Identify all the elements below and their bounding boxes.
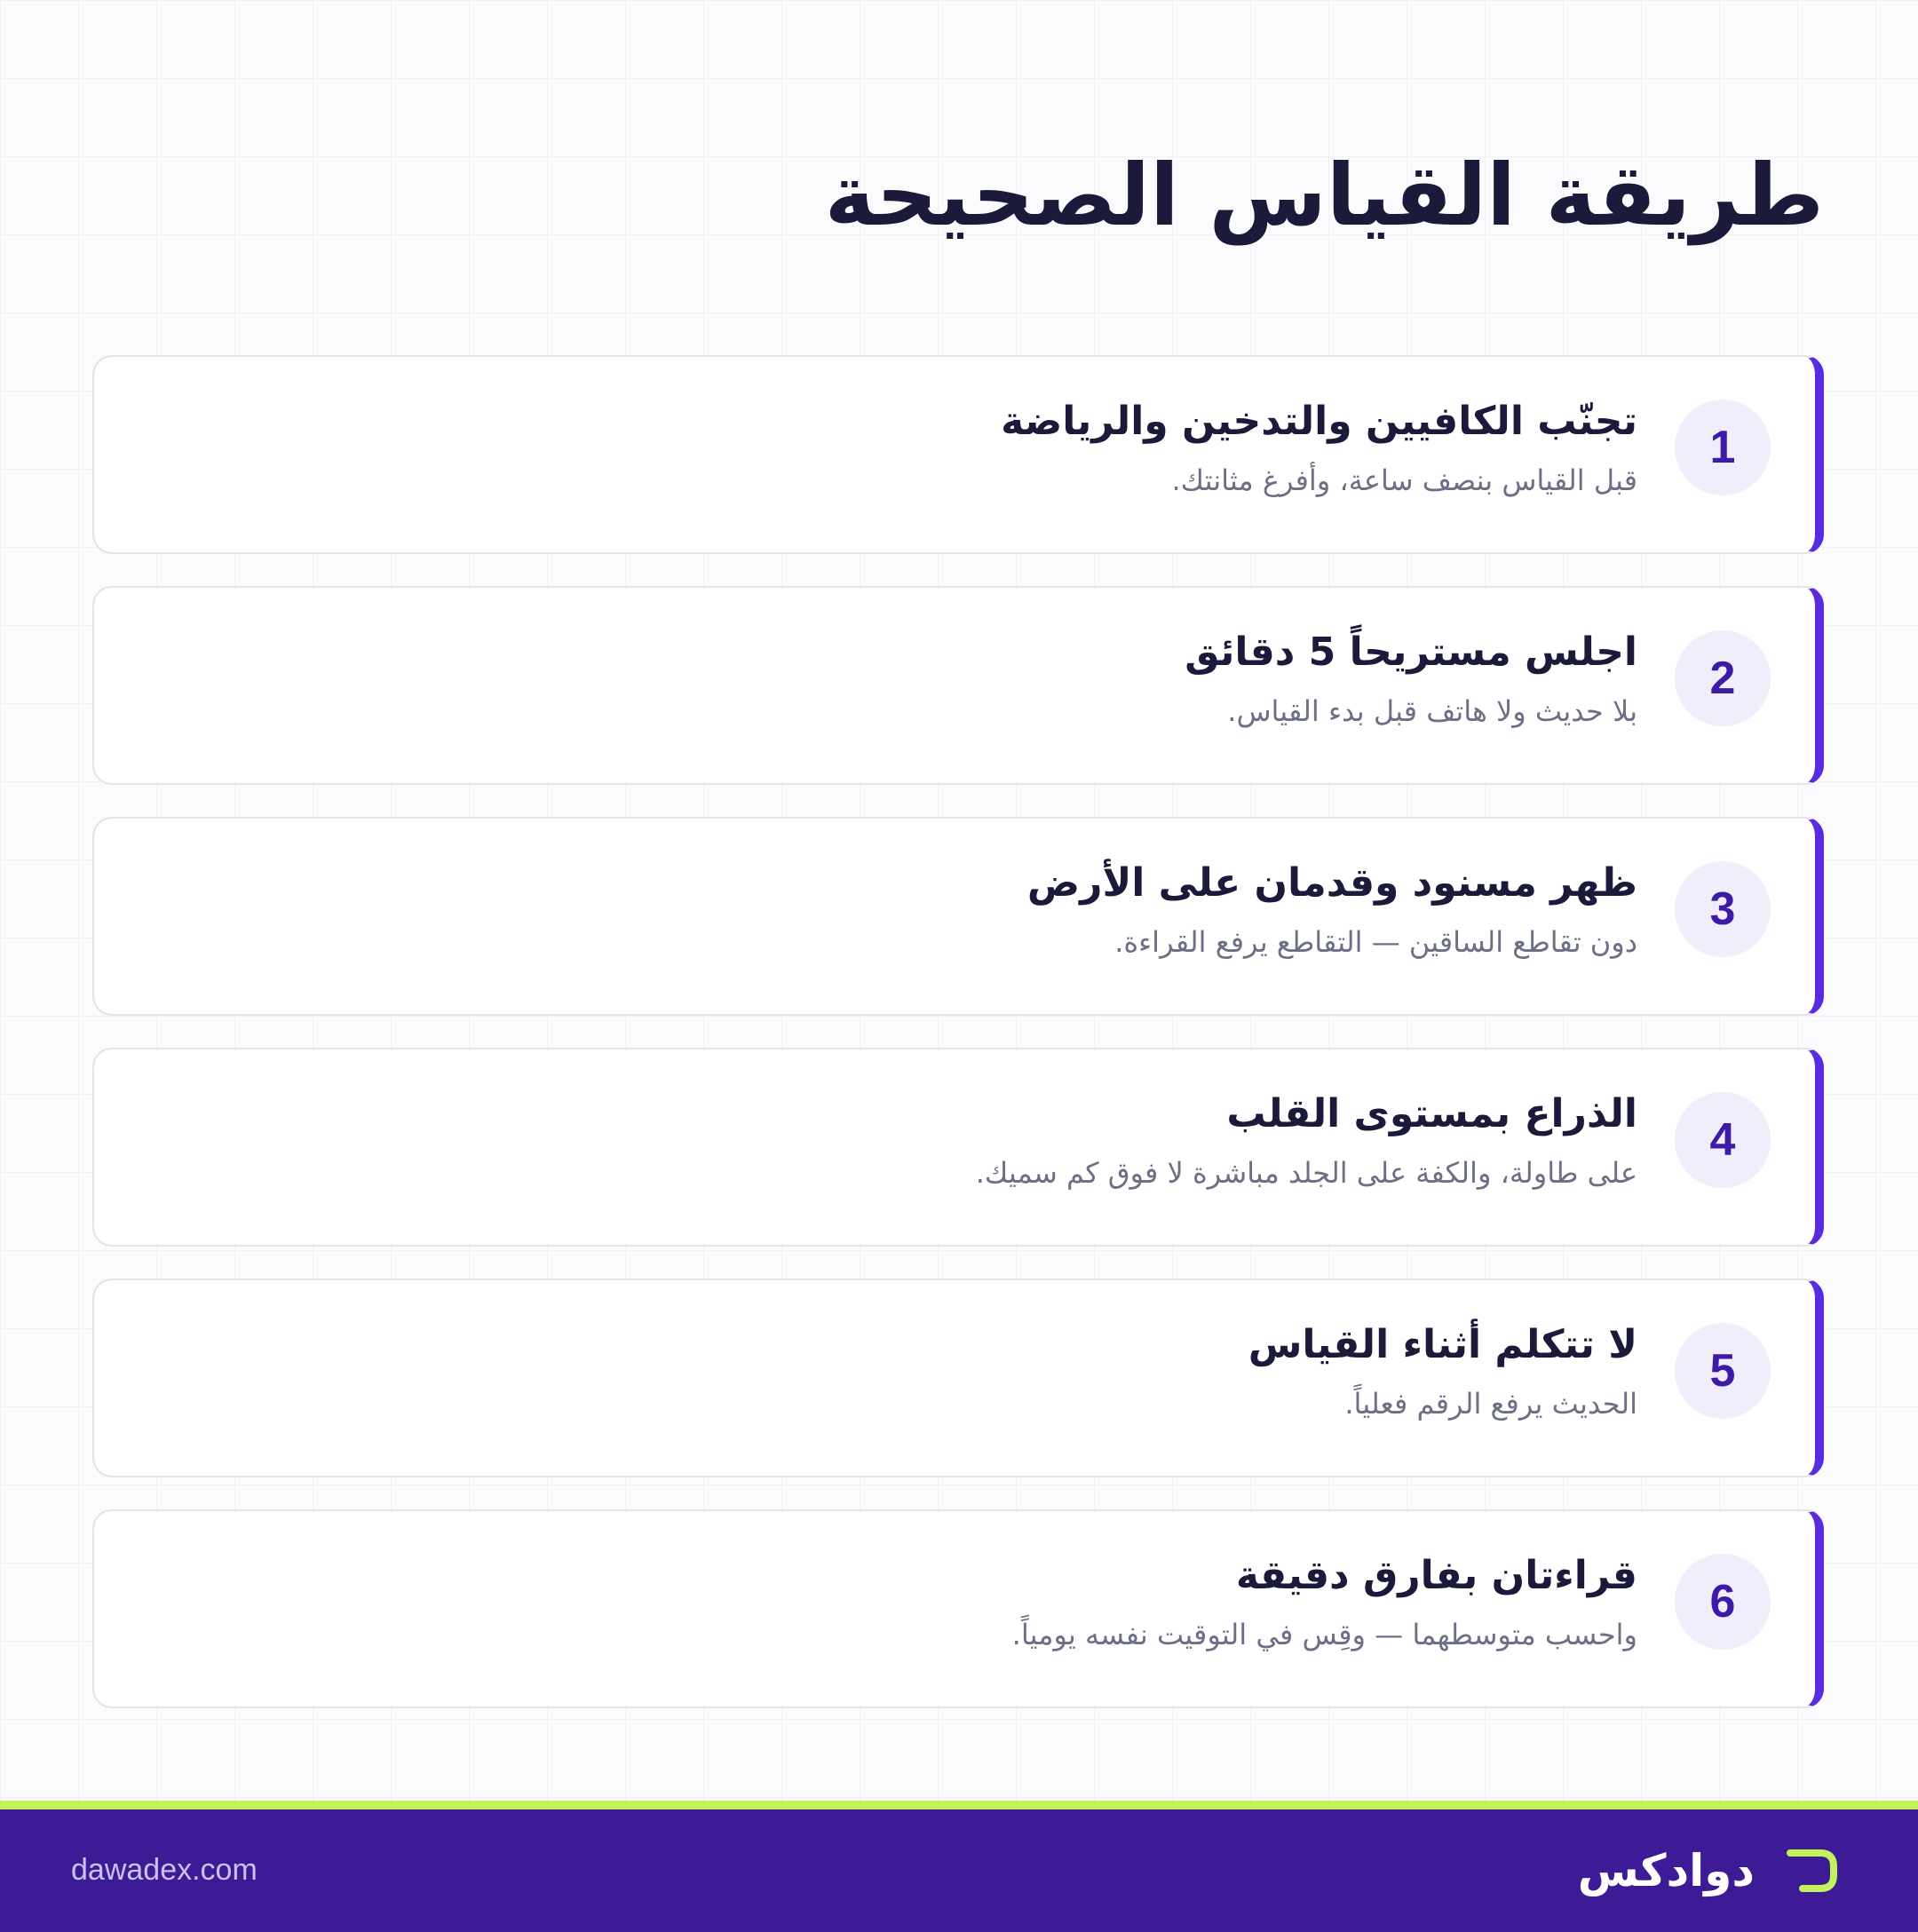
step-title: لا تتكلم أثناء القياس <box>1248 1322 1637 1367</box>
footer-brand <box>1578 1831 1838 1911</box>
steps-list <box>92 355 1824 1740</box>
bracket-logo-icon <box>1787 1849 1838 1893</box>
step-card <box>92 817 1824 1016</box>
step-text <box>130 1547 1637 1657</box>
step-number-badge: 5 <box>1675 1323 1771 1419</box>
step-text <box>130 392 1637 503</box>
step-card <box>92 355 1824 554</box>
step-description: على طاولة، والكفة على الجلد مباشرة لا فوق كم سميك. <box>975 1156 1637 1190</box>
step-number-badge: 4 <box>1675 1092 1771 1188</box>
step-description: دون تقاطع الساقين — التقاطع يرفع القراءة. <box>1114 925 1637 959</box>
step-text <box>130 1085 1637 1195</box>
step-title: ظهر مسنود وقدمان على الأرض <box>1026 860 1637 906</box>
page-title: طريقة القياس الصحيحة <box>824 146 1824 245</box>
step-text <box>130 623 1637 733</box>
step-card <box>92 1048 1824 1247</box>
step-title: الذراع بمستوى القلب <box>1226 1091 1637 1136</box>
step-title: قراءتان بفارق دقيقة <box>1235 1553 1637 1598</box>
step-number-badge: 3 <box>1675 861 1771 957</box>
website-link[interactable]: dawadex.com <box>71 1853 258 1887</box>
step-number-badge: 1 <box>1675 400 1771 495</box>
step-description: واحسب متوسطهما — وقِس في التوقيت نفسه يومياً. <box>1011 1618 1637 1651</box>
step-card <box>92 1509 1824 1708</box>
step-number-badge: 6 <box>1675 1554 1771 1650</box>
step-description: بلا حديث ولا هاتف قبل بدء القياس. <box>1227 694 1637 728</box>
step-card <box>92 586 1824 785</box>
step-text <box>130 854 1637 964</box>
step-number-badge: 2 <box>1675 630 1771 726</box>
step-title: اجلس مستريحاً 5 دقائق <box>1185 629 1637 675</box>
step-title: تجنّب الكافيين والتدخين والرياضة <box>1001 399 1637 444</box>
step-description: الحديث يرفع الرقم فعلياً. <box>1344 1387 1637 1421</box>
footer-bar <box>0 1801 1918 1932</box>
brand-name: دوادكس <box>1577 1845 1755 1896</box>
step-card <box>92 1279 1824 1477</box>
step-description: قبل القياس بنصف ساعة، وأفرغ مثانتك. <box>1171 463 1637 497</box>
step-text <box>130 1316 1637 1426</box>
